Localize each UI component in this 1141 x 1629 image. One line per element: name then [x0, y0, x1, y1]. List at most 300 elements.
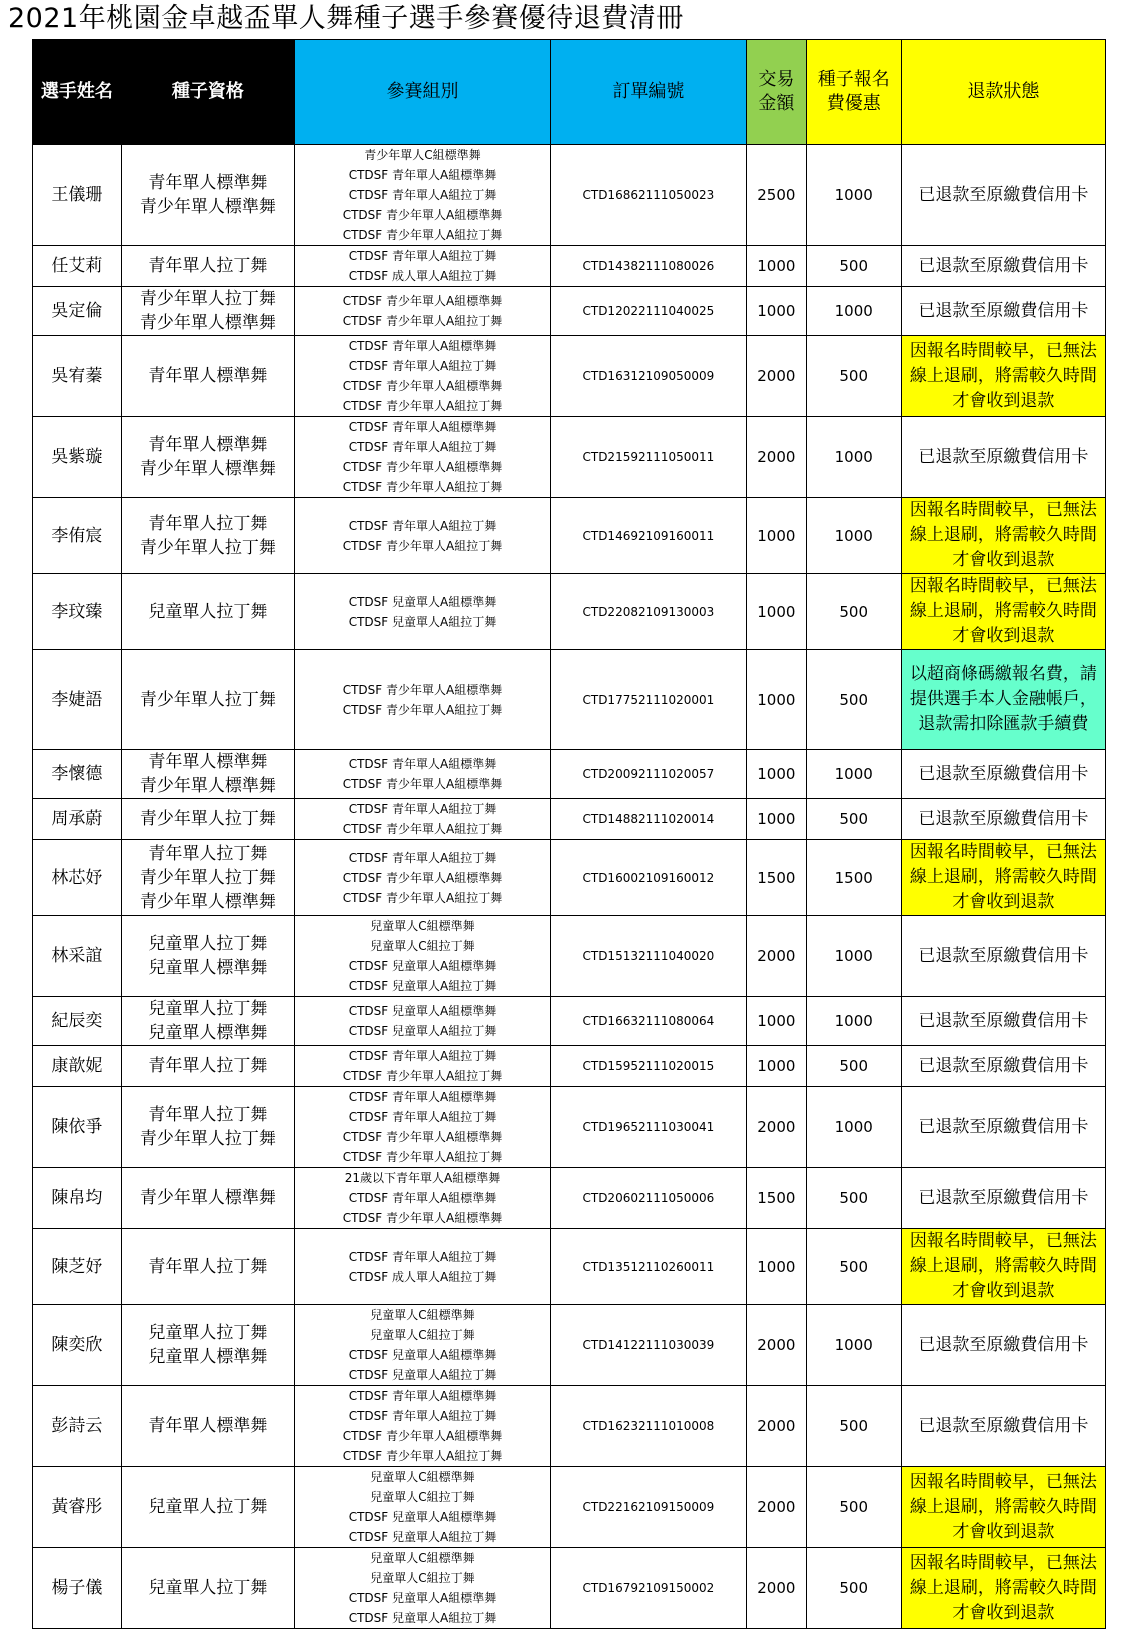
- refund-status-cell: 已退款至原繳費信用卡: [901, 1046, 1105, 1087]
- competition-groups-cell: [295, 840, 551, 916]
- refund-status-line: 因報名時間較早，已無法: [909, 500, 1097, 520]
- competition-groups-cell: [295, 1305, 551, 1386]
- seed-qualification-line: 兒童單人拉丁舞: [148, 999, 268, 1019]
- transaction-amount-cell: 2000: [746, 916, 806, 997]
- order-number-cell: CTD19652111030041: [550, 1087, 746, 1168]
- refund-status-line: 因報名時間較早，已無法: [909, 1231, 1097, 1251]
- header-amount-line2: 金額: [758, 93, 795, 114]
- competition-group-line: CTDSF 青年單人A組拉丁舞: [348, 802, 497, 816]
- seed-discount-cell: 500: [806, 650, 901, 750]
- transaction-amount-cell: 1000: [746, 1229, 806, 1305]
- competition-group-line: CTDSF 兒童單人A組拉丁舞: [348, 1024, 497, 1038]
- refund-status-cell: 已退款至原繳費信用卡: [901, 1168, 1105, 1229]
- refund-status-cell: 已退款至原繳費信用卡: [901, 799, 1105, 840]
- header-seed: 種子資格: [121, 40, 294, 145]
- table-row: [33, 916, 1106, 997]
- refund-status-line: 因報名時間較早，已無法: [909, 842, 1097, 862]
- seed-qualification-cell: [121, 287, 294, 336]
- competition-group-line: CTDSF 青少年單人A組標準舞: [342, 682, 503, 697]
- seed-qualification-line: 青年單人拉丁舞: [148, 1256, 268, 1277]
- competition-group-line: CTDSF 青少年單人A組標準舞: [342, 870, 503, 885]
- seed-discount-cell: 1000: [806, 145, 901, 246]
- order-number-cell: CTD12022111040025: [550, 287, 746, 336]
- refund-status-cell: 已退款至原繳費信用卡: [901, 145, 1105, 246]
- transaction-amount-cell: 1500: [746, 840, 806, 916]
- athlete-name-cell: 林芯妤: [33, 840, 122, 916]
- competition-group-line: CTDSF 青年單人A組標準舞: [348, 1191, 497, 1205]
- seed-discount-cell: 500: [806, 1229, 901, 1305]
- header-status: 退款狀態: [901, 40, 1105, 145]
- refund-status-line: 因報名時間較早，已無法: [909, 1471, 1097, 1492]
- table-row: [33, 1467, 1106, 1548]
- seed-qualification-cell: [121, 574, 294, 650]
- seed-qualification-cell: [121, 145, 294, 246]
- refund-status-line: 才會收到退款: [952, 1602, 1055, 1623]
- seed-discount-cell: 500: [806, 336, 901, 417]
- table-row: [33, 498, 1106, 574]
- seed-qualification-line: 青年單人標準舞: [148, 1416, 268, 1436]
- refund-status-cell: 已退款至原繳費信用卡: [901, 1305, 1105, 1386]
- athlete-name-cell: 吳紫璇: [33, 417, 122, 498]
- seed-qualification-cell: [121, 498, 294, 574]
- table-row: [33, 1548, 1106, 1629]
- header-discount: [806, 40, 901, 145]
- seed-qualification-line: 青少年單人標準舞: [139, 313, 276, 333]
- competition-group-line: CTDSF 兒童單人A組標準舞: [348, 1004, 497, 1018]
- transaction-amount-cell: 2000: [746, 1305, 806, 1386]
- seed-qualification-line: 青年單人拉丁舞: [148, 843, 268, 864]
- athlete-name-cell: 李懷德: [33, 750, 122, 799]
- refund-status-cell: 已退款至原繳費信用卡: [901, 997, 1105, 1046]
- seed-qualification-cell: [121, 750, 294, 799]
- transaction-amount-cell: 1000: [746, 750, 806, 799]
- refund-status-cell: [901, 1548, 1105, 1629]
- table-row: [33, 1046, 1106, 1087]
- order-number-cell: CTD20602111050006: [550, 1168, 746, 1229]
- order-number-cell: CTD17752111020001: [550, 650, 746, 750]
- seed-qualification-line: 青少年單人標準舞: [139, 1188, 276, 1208]
- competition-group-line: CTDSF 青少年單人A組標準舞: [342, 294, 503, 308]
- competition-group-line: CTDSF 兒童單人A組拉丁舞: [348, 1530, 497, 1544]
- table-row: [33, 574, 1106, 650]
- refund-status-cell: [901, 336, 1105, 417]
- refund-status-cell: 已退款至原繳費信用卡: [901, 246, 1105, 287]
- seed-qualification-line: 兒童單人拉丁舞: [148, 934, 268, 954]
- competition-group-line: CTDSF 兒童單人A組標準舞: [348, 1348, 497, 1362]
- athlete-name-cell: 林采誼: [33, 916, 122, 997]
- athlete-name-cell: 陳芝妤: [33, 1229, 122, 1305]
- seed-discount-cell: 500: [806, 799, 901, 840]
- competition-group-line: CTDSF 青少年單人A組標準舞: [342, 1429, 503, 1443]
- seed-qualification-line: 青少年單人標準舞: [139, 197, 276, 217]
- table-row: [33, 799, 1106, 840]
- order-number-cell: CTD16002109160012: [550, 840, 746, 916]
- competition-group-line: CTDSF 青少年單人A組標準舞: [342, 1130, 503, 1144]
- competition-group-line: CTDSF 青年單人A組拉丁舞: [348, 1409, 497, 1423]
- refund-status-line: 以超商條碼繳報名費，請: [909, 664, 1097, 684]
- competition-group-line: CTDSF 青少年單人A組拉丁舞: [342, 399, 503, 413]
- competition-group-line: CTDSF 青年單人A組標準舞: [348, 1389, 497, 1403]
- refund-status-cell: [901, 840, 1105, 916]
- seed-qualification-line: 青少年單人標準舞: [139, 459, 276, 479]
- seed-discount-cell: 1000: [806, 417, 901, 498]
- competition-groups-cell: [295, 1386, 551, 1467]
- page-title: 2021年桃園金卓越盃單人舞種子選手參賽優待退費清冊: [8, 3, 684, 34]
- table-row: [33, 1168, 1106, 1229]
- seed-qualification-cell: [121, 997, 294, 1046]
- competition-group-line: CTDSF 青年單人A組拉丁舞: [348, 1249, 497, 1264]
- seed-qualification-line: 青年單人拉丁舞: [148, 256, 268, 276]
- athlete-name-cell: 紀辰奕: [33, 997, 122, 1046]
- seed-qualification-cell: [121, 1305, 294, 1386]
- transaction-amount-cell: 1500: [746, 1168, 806, 1229]
- seed-qualification-cell: [121, 1229, 294, 1305]
- header-order: 訂單編號: [550, 40, 746, 145]
- seed-qualification-line: 青年單人拉丁舞: [148, 1105, 268, 1125]
- seed-qualification-line: 青少年單人拉丁舞: [139, 537, 276, 558]
- competition-group-line: CTDSF 青少年單人A組標準舞: [342, 208, 503, 222]
- header-name: 選手姓名: [33, 40, 122, 145]
- athlete-name-cell: 康歆妮: [33, 1046, 122, 1087]
- competition-group-line: CTDSF 兒童單人A組拉丁舞: [348, 1368, 497, 1382]
- refund-status-line: 退款需扣除匯款手續費: [918, 714, 1089, 734]
- seed-qualification-cell: [121, 1467, 294, 1548]
- table-row: [33, 417, 1106, 498]
- seed-discount-cell: 500: [806, 1168, 901, 1229]
- refund-status-cell: [901, 1467, 1105, 1548]
- order-number-cell: CTD15132111040020: [550, 916, 746, 997]
- table-body: [33, 145, 1106, 1629]
- competition-groups-cell: [295, 145, 551, 246]
- refund-status-line: 線上退刷，將需較久時間: [909, 601, 1097, 621]
- order-number-cell: CTD14692109160011: [550, 498, 746, 574]
- transaction-amount-cell: 2500: [746, 145, 806, 246]
- competition-groups-cell: [295, 1046, 551, 1087]
- competition-groups-cell: [295, 287, 551, 336]
- competition-groups-cell: [295, 916, 551, 997]
- seed-qualification-line: 青少年單人拉丁舞: [139, 289, 276, 309]
- competition-group-line: CTDSF 青少年單人A組拉丁舞: [342, 1150, 503, 1164]
- seed-qualification-cell: [121, 1046, 294, 1087]
- competition-groups-cell: [295, 997, 551, 1046]
- table-row: [33, 287, 1106, 336]
- seed-discount-cell: 500: [806, 1467, 901, 1548]
- transaction-amount-cell: 1000: [746, 799, 806, 840]
- competition-groups-cell: [295, 1467, 551, 1548]
- seed-qualification-cell: [121, 336, 294, 417]
- competition-group-line: CTDSF 青少年單人A組拉丁舞: [342, 1449, 503, 1463]
- seed-discount-cell: 1000: [806, 997, 901, 1046]
- seed-discount-cell: 500: [806, 1046, 901, 1087]
- competition-group-line: CTDSF 青少年單人A組標準舞: [342, 777, 503, 791]
- athlete-name-cell: 楊子儀: [33, 1548, 122, 1629]
- transaction-amount-cell: 2000: [746, 336, 806, 417]
- competition-group-line: CTDSF 青年單人A組拉丁舞: [348, 518, 497, 533]
- seed-qualification-cell: [121, 246, 294, 287]
- order-number-cell: CTD22082109130003: [550, 574, 746, 650]
- competition-group-line: CTDSF 青年單人A組標準舞: [348, 168, 497, 182]
- seed-qualification-line: 兒童單人拉丁舞: [148, 601, 268, 622]
- refund-status-line: 才會收到退款: [952, 390, 1055, 411]
- transaction-amount-cell: 2000: [746, 1386, 806, 1467]
- athlete-name-cell: 李侑宸: [33, 498, 122, 574]
- competition-group-line: CTDSF 青少年單人A組拉丁舞: [342, 822, 503, 836]
- table-row: [33, 1305, 1106, 1386]
- competition-groups-cell: [295, 799, 551, 840]
- table-row: [33, 145, 1106, 246]
- refund-status-cell: 已退款至原繳費信用卡: [901, 916, 1105, 997]
- refund-status-cell: [901, 650, 1105, 750]
- seed-qualification-line: 青少年單人拉丁舞: [139, 689, 276, 710]
- table-row: [33, 1229, 1106, 1305]
- competition-groups-cell: [295, 750, 551, 799]
- competition-group-line: CTDSF 青少年單人A組拉丁舞: [342, 702, 503, 717]
- transaction-amount-cell: 1000: [746, 650, 806, 750]
- competition-groups-cell: [295, 1168, 551, 1229]
- competition-group-line: CTDSF 青年單人A組標準舞: [348, 420, 497, 434]
- seed-discount-cell: 1000: [806, 750, 901, 799]
- refund-status-line: 線上退刷，將需較久時間: [909, 1496, 1097, 1517]
- athlete-name-cell: 王儀珊: [33, 145, 122, 246]
- table-row: [33, 246, 1106, 287]
- table-row: [33, 997, 1106, 1046]
- seed-qualification-line: 青少年單人標準舞: [139, 891, 276, 912]
- competition-groups-cell: [295, 1229, 551, 1305]
- competition-groups-cell: [295, 650, 551, 750]
- competition-group-line: CTDSF 青年單人A組拉丁舞: [348, 440, 497, 454]
- competition-groups-cell: [295, 336, 551, 417]
- athlete-name-cell: 周承蔚: [33, 799, 122, 840]
- competition-group-line: CTDSF 兒童單人A組拉丁舞: [348, 614, 497, 629]
- competition-group-line: CTDSF 青少年單人A組標準舞: [342, 379, 503, 393]
- competition-group-line: CTDSF 兒童單人A組標準舞: [348, 594, 497, 609]
- competition-group-line: CTDSF 青年單人A組拉丁舞: [348, 850, 497, 865]
- refund-status-line: 才會收到退款: [952, 1281, 1055, 1301]
- competition-group-line: CTDSF 青年單人A組標準舞: [348, 339, 497, 353]
- refund-status-line: 線上退刷，將需較久時間: [909, 1256, 1097, 1276]
- seed-qualification-line: 青年單人標準舞: [148, 435, 268, 455]
- seed-qualification-line: 兒童單人拉丁舞: [148, 1323, 268, 1343]
- header-amount: [746, 40, 806, 145]
- seed-qualification-cell: [121, 1087, 294, 1168]
- competition-group-line: CTDSF 青少年單人A組拉丁舞: [342, 538, 503, 553]
- seed-discount-cell: 1000: [806, 916, 901, 997]
- athlete-name-cell: 吳定倫: [33, 287, 122, 336]
- order-number-cell: CTD16632111080064: [550, 997, 746, 1046]
- refund-status-line: 因報名時間較早，已無法: [909, 1552, 1097, 1573]
- seed-qualification-line: 青年單人拉丁舞: [148, 1056, 268, 1076]
- refund-status-cell: [901, 1229, 1105, 1305]
- seed-discount-cell: 500: [806, 574, 901, 650]
- order-number-cell: CTD14882111020014: [550, 799, 746, 840]
- order-number-cell: CTD21592111050011: [550, 417, 746, 498]
- refund-status-line: 才會收到退款: [952, 626, 1055, 646]
- competition-group-line: CTDSF 青少年單人A組標準舞: [342, 1211, 503, 1225]
- refund-status-line: 才會收到退款: [952, 892, 1055, 912]
- transaction-amount-cell: 1000: [746, 997, 806, 1046]
- refund-status-cell: 已退款至原繳費信用卡: [901, 287, 1105, 336]
- competition-group-line: 兒童單人C組拉丁舞: [370, 1328, 475, 1342]
- transaction-amount-cell: 2000: [746, 1087, 806, 1168]
- seed-qualification-line: 青年單人標準舞: [148, 173, 268, 193]
- seed-qualification-line: 青年單人標準舞: [148, 366, 268, 386]
- seed-qualification-line: 兒童單人標準舞: [148, 958, 268, 978]
- order-number-cell: CTD20092111020057: [550, 750, 746, 799]
- competition-group-line: 兒童單人C組拉丁舞: [370, 1571, 475, 1585]
- transaction-amount-cell: 1000: [746, 246, 806, 287]
- seed-discount-cell: 1500: [806, 840, 901, 916]
- refund-table: [32, 39, 1106, 1629]
- competition-group-line: CTDSF 兒童單人A組標準舞: [348, 1591, 497, 1605]
- header-discount-line2: 費優惠: [826, 93, 881, 114]
- table-row: [33, 1386, 1106, 1467]
- competition-group-line: CTDSF 青少年單人A組標準舞: [342, 460, 503, 474]
- order-number-cell: CTD16312109050009: [550, 336, 746, 417]
- seed-qualification-cell: [121, 417, 294, 498]
- refund-status-line: 才會收到退款: [952, 550, 1055, 570]
- refund-status-line: 才會收到退款: [952, 1521, 1055, 1542]
- seed-qualification-line: 青年單人標準舞: [148, 752, 268, 772]
- seed-qualification-line: 青少年單人拉丁舞: [139, 809, 276, 829]
- competition-groups-cell: [295, 1087, 551, 1168]
- transaction-amount-cell: 1000: [746, 574, 806, 650]
- order-number-cell: CTD22162109150009: [550, 1467, 746, 1548]
- transaction-amount-cell: 2000: [746, 417, 806, 498]
- refund-status-line: 線上退刷，將需較久時間: [909, 525, 1097, 545]
- order-number-cell: CTD16792109150002: [550, 1548, 746, 1629]
- seed-qualification-line: 青少年單人拉丁舞: [139, 867, 276, 888]
- competition-group-line: CTDSF 青少年單人A組拉丁舞: [342, 228, 503, 242]
- table-row: [33, 1087, 1106, 1168]
- seed-qualification-line: 青少年單人拉丁舞: [139, 1129, 276, 1149]
- athlete-name-cell: 陳依爭: [33, 1087, 122, 1168]
- seed-qualification-line: 兒童單人拉丁舞: [148, 1578, 268, 1598]
- competition-groups-cell: [295, 498, 551, 574]
- competition-groups-cell: [295, 574, 551, 650]
- refund-status-line: 線上退刷，將需較久時間: [909, 1577, 1097, 1598]
- table-row: [33, 840, 1106, 916]
- competition-group-line: 兒童單人C組標準舞: [370, 919, 475, 933]
- competition-group-line: 21歲以下青年單人A組標準舞: [344, 1171, 501, 1185]
- refund-status-cell: 已退款至原繳費信用卡: [901, 750, 1105, 799]
- competition-group-line: CTDSF 成人單人A組拉丁舞: [348, 269, 497, 283]
- athlete-name-cell: 彭詩云: [33, 1386, 122, 1467]
- competition-groups-cell: [295, 1548, 551, 1629]
- transaction-amount-cell: 1000: [746, 498, 806, 574]
- competition-group-line: CTDSF 兒童單人A組拉丁舞: [348, 979, 497, 993]
- seed-qualification-line: 青年單人拉丁舞: [148, 513, 268, 534]
- competition-group-line: 兒童單人C組標準舞: [370, 1470, 475, 1484]
- athlete-name-cell: 任艾莉: [33, 246, 122, 287]
- competition-groups-cell: [295, 246, 551, 287]
- transaction-amount-cell: 2000: [746, 1467, 806, 1548]
- table-row: [33, 336, 1106, 417]
- header-amount-line1: 交易: [758, 69, 795, 90]
- refund-status-cell: 已退款至原繳費信用卡: [901, 417, 1105, 498]
- seed-discount-cell: 500: [806, 246, 901, 287]
- competition-group-line: CTDSF 青年單人A組拉丁舞: [348, 1049, 497, 1063]
- refund-status-line: 因報名時間較早，已無法: [909, 340, 1097, 361]
- refund-status-cell: [901, 574, 1105, 650]
- competition-group-line: 青少年單人C組標準舞: [364, 148, 481, 162]
- header-discount-line1: 種子報名: [817, 69, 890, 90]
- seed-discount-cell: 500: [806, 1548, 901, 1629]
- athlete-name-cell: 陳奕欣: [33, 1305, 122, 1386]
- seed-discount-cell: 1000: [806, 498, 901, 574]
- seed-discount-cell: 1000: [806, 1087, 901, 1168]
- transaction-amount-cell: 2000: [746, 1548, 806, 1629]
- seed-qualification-cell: [121, 799, 294, 840]
- athlete-name-cell: 吳宥蓁: [33, 336, 122, 417]
- order-number-cell: CTD14382111080026: [550, 246, 746, 287]
- transaction-amount-cell: 1000: [746, 1046, 806, 1087]
- refund-status-line: 線上退刷，將需較久時間: [909, 867, 1097, 887]
- competition-group-line: 兒童單人C組標準舞: [370, 1308, 475, 1322]
- seed-qualification-cell: [121, 840, 294, 916]
- competition-group-line: CTDSF 兒童單人A組標準舞: [348, 1510, 497, 1524]
- seed-qualification-cell: [121, 1168, 294, 1229]
- order-number-cell: CTD16862111050023: [550, 145, 746, 246]
- refund-status-cell: 已退款至原繳費信用卡: [901, 1386, 1105, 1467]
- refund-status-line: 因報名時間較早，已無法: [909, 576, 1097, 596]
- competition-group-line: 兒童單人C組拉丁舞: [370, 939, 475, 953]
- order-number-cell: CTD16232111010008: [550, 1386, 746, 1467]
- table-row: [33, 650, 1106, 750]
- competition-group-line: CTDSF 青年單人A組拉丁舞: [348, 249, 497, 263]
- seed-discount-cell: 1000: [806, 1305, 901, 1386]
- competition-group-line: CTDSF 青年單人A組拉丁舞: [348, 359, 497, 373]
- header-row: [33, 40, 1106, 145]
- competition-group-line: CTDSF 兒童單人A組拉丁舞: [348, 1611, 497, 1625]
- table-row: [33, 750, 1106, 799]
- competition-group-line: 兒童單人C組標準舞: [370, 1551, 475, 1565]
- order-number-cell: CTD13512110260011: [550, 1229, 746, 1305]
- transaction-amount-cell: 1000: [746, 287, 806, 336]
- seed-qualification-line: 兒童單人拉丁舞: [148, 1497, 268, 1517]
- competition-group-line: CTDSF 兒童單人A組標準舞: [348, 959, 497, 973]
- seed-qualification-line: 青少年單人標準舞: [139, 776, 276, 796]
- competition-groups-cell: [295, 417, 551, 498]
- refund-status-cell: [901, 498, 1105, 574]
- order-number-cell: CTD14122111030039: [550, 1305, 746, 1386]
- competition-group-line: CTDSF 青少年單人A組拉丁舞: [342, 890, 503, 905]
- seed-qualification-cell: [121, 1386, 294, 1467]
- order-number-cell: CTD15952111020015: [550, 1046, 746, 1087]
- competition-group-line: CTDSF 青年單人A組拉丁舞: [348, 188, 497, 202]
- athlete-name-cell: 黃睿彤: [33, 1467, 122, 1548]
- header-group: 參賽組別: [295, 40, 551, 145]
- competition-group-line: CTDSF 青少年單人A組拉丁舞: [342, 1069, 503, 1083]
- competition-group-line: CTDSF 青年單人A組標準舞: [348, 1090, 497, 1104]
- competition-group-line: CTDSF 成人單人A組拉丁舞: [348, 1269, 497, 1284]
- competition-group-line: 兒童單人C組拉丁舞: [370, 1490, 475, 1504]
- refund-status-line: 線上退刷，將需較久時間: [909, 365, 1097, 386]
- competition-group-line: CTDSF 青年單人A組標準舞: [348, 757, 497, 771]
- refund-status-cell: 已退款至原繳費信用卡: [901, 1087, 1105, 1168]
- competition-group-line: CTDSF 青少年單人A組拉丁舞: [342, 314, 503, 328]
- athlete-name-cell: 陳帛均: [33, 1168, 122, 1229]
- athlete-name-cell: 李婕語: [33, 650, 122, 750]
- athlete-name-cell: 李玟臻: [33, 574, 122, 650]
- seed-qualification-cell: [121, 1548, 294, 1629]
- seed-discount-cell: 1000: [806, 287, 901, 336]
- competition-group-line: CTDSF 青少年單人A組拉丁舞: [342, 480, 503, 494]
- seed-qualification-line: 兒童單人標準舞: [148, 1023, 268, 1043]
- seed-qualification-cell: [121, 916, 294, 997]
- seed-discount-cell: 500: [806, 1386, 901, 1467]
- seed-qualification-cell: [121, 650, 294, 750]
- refund-status-line: 提供選手本人金融帳戶，: [909, 689, 1097, 709]
